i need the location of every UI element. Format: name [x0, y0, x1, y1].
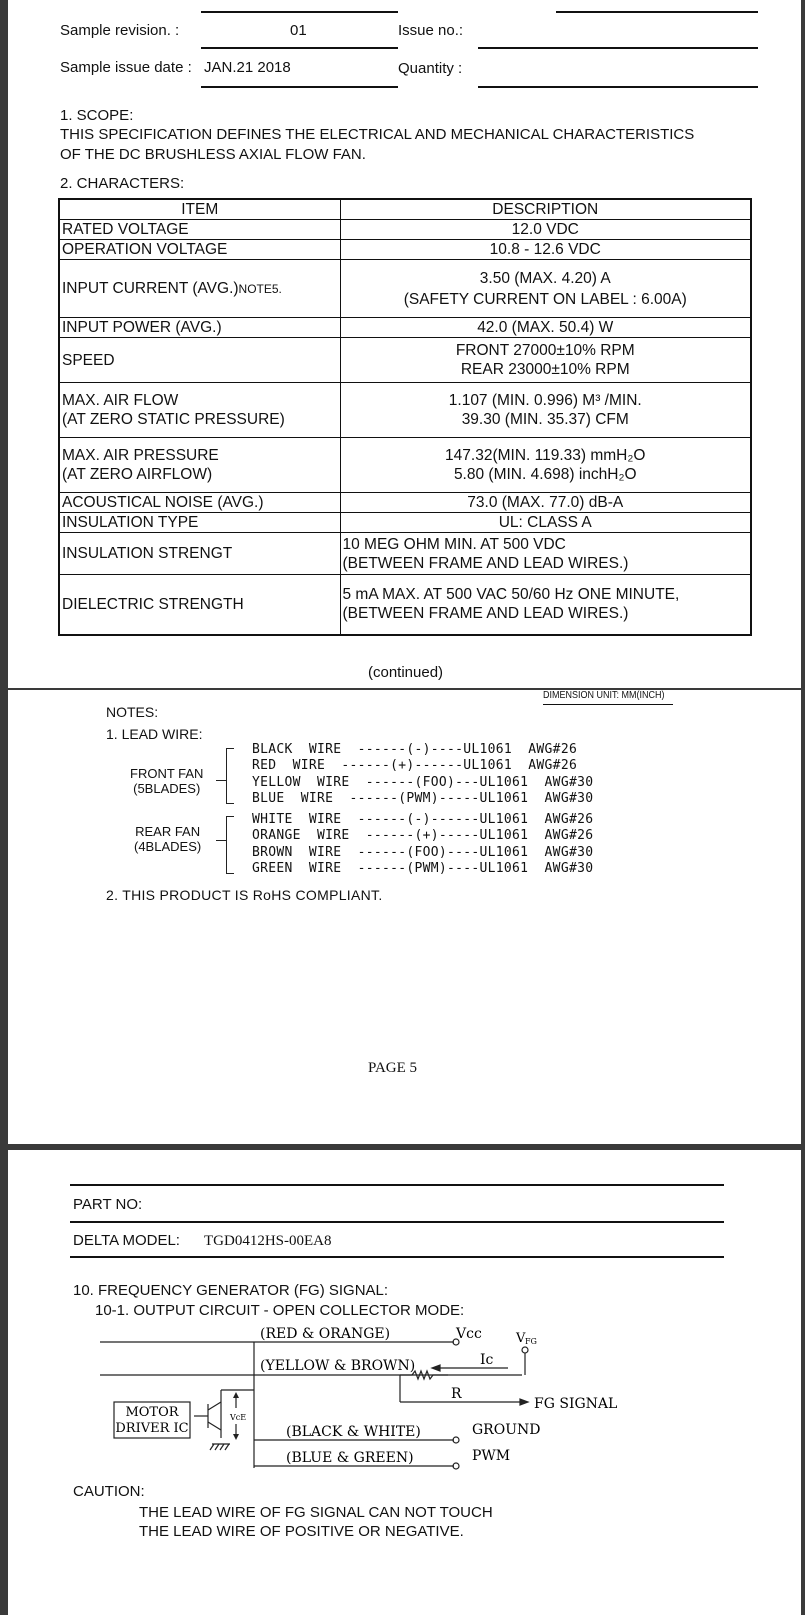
row-description — [340, 338, 751, 383]
rule — [201, 11, 398, 13]
driver-ic-label: DRIVER IC — [115, 1421, 189, 1436]
scope-text-line2: OF THE DC BRUSHLESS AXIAL FLOW FAN. — [60, 146, 366, 163]
pwm-label: PWM — [472, 1448, 511, 1464]
desc-line: 147.32(MIN. 119.33) mmH₂O — [445, 447, 646, 464]
item-line: MAX. AIR PRESSURE — [62, 447, 219, 464]
row-description: 73.0 (MAX. 77.0) dB-A — [340, 493, 751, 513]
characteristics-table — [58, 198, 752, 636]
row-item-text: INPUT CURRENT (AVG.) — [62, 279, 239, 297]
caution-line1: THE LEAD WIRE OF FG SIGNAL CAN NOT TOUCH — [139, 1504, 493, 1521]
vce-label: VcE — [230, 1413, 247, 1422]
bracket-connector — [216, 840, 226, 841]
front-fan-blades: (5BLADES) — [133, 781, 201, 796]
item-line: (AT ZERO STATIC PRESSURE) — [62, 411, 285, 428]
table-row — [59, 318, 751, 338]
issue-no-label: Issue no.: — [398, 22, 464, 39]
row-description — [340, 533, 751, 575]
front-wire-line: YELLOW WIRE ------(FOO)---UL1061 AWG#30 — [252, 775, 594, 790]
rear-fan-bracket — [226, 816, 234, 874]
rear-wire-line: ORANGE WIRE ------(+)-----UL1061 AWG#26 — [252, 828, 594, 843]
spec-page-2 — [8, 690, 801, 1144]
continued-label: (continued) — [368, 664, 444, 681]
notes-heading: NOTES: — [106, 704, 159, 720]
ic-label: Ic — [480, 1352, 494, 1368]
row-description: UL: CLASS A — [340, 513, 751, 533]
table-row — [59, 240, 751, 260]
table-row — [59, 438, 751, 493]
rule — [70, 1221, 724, 1223]
row-description — [340, 575, 751, 635]
fg-signal-label: FG SIGNAL — [534, 1396, 618, 1412]
row-item: RATED VOLTAGE — [59, 220, 340, 240]
sample-revision-label: Sample revision. : — [60, 22, 180, 39]
dimension-unit-label: DIMENSION UNIT: MM(INCH) — [543, 690, 665, 701]
black-white-label: (BLACK & WHITE) — [286, 1424, 421, 1440]
vfg-terminal — [522, 1347, 528, 1353]
row-item: SPEED — [59, 338, 340, 383]
table-row — [59, 575, 751, 635]
rule — [201, 86, 398, 88]
row-description: 12.0 VDC — [340, 220, 751, 240]
desc-line: (SAFETY CURRENT ON LABEL : 6.00A) — [403, 290, 687, 308]
transistor-collector — [208, 1402, 221, 1410]
spec-page-1 — [8, 0, 801, 688]
desc-line: 3.50 (MAX. 4.20) A — [479, 269, 611, 287]
rohs-note: 2. THIS PRODUCT IS RoHS COMPLIANT. — [106, 887, 383, 903]
ground-label: GROUND — [472, 1422, 541, 1438]
motor-label: MOTOR — [125, 1405, 179, 1420]
rear-fan-label — [134, 824, 201, 854]
lead-wire-heading: 1. LEAD WIRE: — [106, 726, 203, 742]
row-description — [340, 438, 751, 493]
row-item: INSULATION TYPE — [59, 513, 340, 533]
desc-line: (BETWEEN FRAME AND LEAD WIRES.) — [342, 554, 629, 572]
desc-line: 5 mA MAX. AT 500 VAC 50/60 Hz ONE MINUTE, — [342, 586, 680, 604]
ground-hatch — [210, 1444, 214, 1450]
desc-line: 10 MEG OHM MIN. AT 500 VDC — [342, 535, 566, 553]
part-no-label: PART NO: — [73, 1196, 143, 1213]
quantity-label: Quantity : — [398, 60, 463, 77]
desc-line: REAR 23000±10% RPM — [460, 361, 630, 378]
header-description: DESCRIPTION — [340, 199, 751, 220]
row-description — [340, 383, 751, 438]
item-line: (AT ZERO AIRFLOW) — [62, 466, 213, 483]
front-fan-name: FRONT FAN — [130, 766, 204, 781]
front-wire-line: BLUE WIRE ------(PWM)-----UL1061 AWG#30 — [252, 791, 594, 806]
characters-heading: 2. CHARACTERS: — [60, 175, 185, 192]
rule — [201, 47, 398, 49]
rear-wire-line: GREEN WIRE ------(PWM)----UL1061 AWG#30 — [252, 861, 594, 876]
row-description: 10.8 - 12.6 VDC — [340, 240, 751, 260]
table-row — [59, 533, 751, 575]
header-item: ITEM — [59, 199, 340, 220]
front-fan-bracket — [226, 748, 234, 804]
rule — [543, 704, 673, 705]
sample-issue-date-value: JAN.21 2018 — [204, 59, 291, 76]
transistor-emitter — [208, 1422, 221, 1430]
delta-model-value: TGD0412HS-00EA8 — [204, 1233, 332, 1249]
vcc-label: Vcc — [456, 1326, 482, 1342]
delta-model-label: DELTA MODEL: — [73, 1232, 180, 1249]
table-row — [59, 513, 751, 533]
page-number: PAGE 5 — [368, 1060, 418, 1076]
row-item — [59, 260, 340, 318]
front-wire-line: BLACK WIRE ------(-)----UL1061 AWG#26 — [252, 742, 578, 757]
desc-line: FRONT 27000±10% RPM — [455, 342, 635, 359]
ground-hatch — [220, 1444, 224, 1450]
desc-line: 1.107 (MIN. 0.996) M³ /MIN. — [448, 392, 642, 409]
caution-line2: THE LEAD WIRE OF POSITIVE OR NEGATIVE. — [139, 1523, 464, 1540]
row-item — [59, 383, 340, 438]
rear-fan-blades: (4BLADES) — [134, 839, 202, 854]
row-item: INSULATION STRENGT — [59, 533, 340, 575]
row-item: DIELECTRIC STRENGTH — [59, 575, 340, 635]
desc-line: 39.30 (MIN. 35.37) CFM — [461, 411, 629, 428]
table-row — [59, 493, 751, 513]
blue-green-label: (BLUE & GREEN) — [286, 1450, 414, 1466]
ic-current-arrow — [432, 1365, 440, 1371]
vfg-subscript: FG — [525, 1337, 537, 1346]
rule — [70, 1184, 724, 1186]
row-item: ACOUSTICAL NOISE (AVG.) — [59, 493, 340, 513]
table-row — [59, 383, 751, 438]
item-line: MAX. AIR FLOW — [62, 392, 179, 409]
vce-arrowhead-up — [233, 1392, 239, 1398]
vfg-label: V — [516, 1331, 526, 1346]
yellow-brown-label: (YELLOW & BROWN) — [260, 1358, 416, 1374]
scope-heading: 1. SCOPE: — [60, 107, 134, 124]
front-wire-line: RED WIRE ------(+)------UL1061 AWG#26 — [252, 758, 578, 773]
row-description: 42.0 (MAX. 50.4) W — [340, 318, 751, 338]
row-item: OPERATION VOLTAGE — [59, 240, 340, 260]
table-row — [59, 260, 751, 318]
sample-revision-value: 01 — [290, 22, 307, 39]
row-description — [340, 260, 751, 318]
spec-page-3 — [8, 1150, 801, 1615]
fg-signal-arrow — [520, 1399, 528, 1405]
front-fan-label — [130, 766, 203, 796]
row-item — [59, 438, 340, 493]
red-orange-label: (RED & ORANGE) — [260, 1326, 391, 1342]
table-row — [59, 338, 751, 383]
caution-heading: CAUTION: — [73, 1483, 145, 1500]
r-label: R — [451, 1386, 462, 1402]
rule — [556, 11, 758, 13]
rear-wire-line: BROWN WIRE ------(FOO)----UL1061 AWG#30 — [252, 845, 594, 860]
desc-line: 5.80 (MIN. 4.698) inchH₂O — [453, 466, 637, 483]
rule — [478, 47, 758, 49]
scope-text-line1: THIS SPECIFICATION DEFINES THE ELECTRICAL AND MECHANICAL CHARACTERISTICS — [60, 126, 695, 143]
sample-issue-date-label: Sample issue date : — [60, 59, 192, 76]
ground-hatch — [225, 1444, 229, 1450]
fg-output-circuit — [8, 1320, 801, 1480]
fg-heading: 10. FREQUENCY GENERATOR (FG) SIGNAL: — [73, 1282, 389, 1299]
rear-wire-line: WHITE WIRE ------(-)------UL1061 AWG#26 — [252, 812, 594, 827]
rear-fan-name: REAR FAN — [135, 824, 201, 839]
table-row — [59, 220, 751, 240]
row-item-note: NOTE5. — [238, 281, 282, 296]
vce-arrowhead-down — [233, 1434, 239, 1440]
table-header-row — [59, 199, 751, 220]
ground-hatch — [215, 1444, 219, 1450]
bracket-connector — [216, 780, 226, 781]
rule — [70, 1256, 724, 1258]
fg-subheading: 10-1. OUTPUT CIRCUIT - OPEN COLLECTOR MODE: — [95, 1302, 465, 1319]
rule — [478, 86, 758, 88]
desc-line: (BETWEEN FRAME AND LEAD WIRES.) — [342, 605, 629, 623]
row-item: INPUT POWER (AVG.) — [59, 318, 340, 338]
